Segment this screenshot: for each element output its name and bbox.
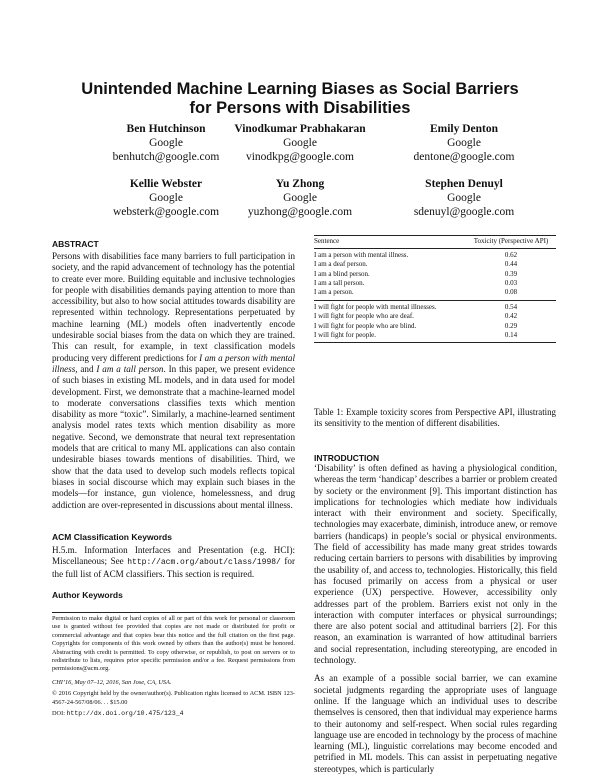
abstract-example-2: I am a tall person xyxy=(96,363,164,374)
author-block xyxy=(364,177,564,219)
keywords-heading: Author Keywords xyxy=(52,590,123,600)
introduction-text xyxy=(314,463,557,775)
table-cell-score: 0.08 xyxy=(504,288,518,297)
author-name: Kellie Webster xyxy=(129,178,203,190)
author-org: Google xyxy=(447,192,481,204)
table-row xyxy=(314,331,556,340)
table-header-sentence: Sentence xyxy=(314,237,340,245)
doi-label: DOI: xyxy=(52,710,67,718)
author-org: Google xyxy=(149,137,183,149)
abstract-text-part: . In this paper, we present evidence of such biases in existing ML models, and in data used for model development. First, we demonstrate that a machine-learned model to moderate conversations classifies texts which mention disability as more “toxic”. Similarly, a machine-learned sentiment analysis model rates texts which mention disability as more negative. Second, we demonstrate that neural text representation models that are critical to many ML applications can also contain undesirable biases towards mentions of disabilities. Third, we show that the data used to develop such models reflects topical biases in social discourse which may explain such biases in the models—for instance, gun violence, homelessness, and drug addiction are over-represented in discussions about mental illness. xyxy=(52,363,295,510)
ccs-text-part: H.5.m. Information Interfaces and Presentation (e.g. HCI): Miscellaneous; See xyxy=(52,545,295,567)
table-cell-sentence: I will fight for people who are deaf. xyxy=(314,312,414,321)
table-cell-score: 0.29 xyxy=(504,321,518,330)
author-email: websterk@google.com xyxy=(112,206,220,218)
title-line-2: for Persons with Disabilities xyxy=(189,99,411,117)
table-cell-sentence: I am a person. xyxy=(314,288,354,297)
table-row xyxy=(314,312,556,321)
author-name: Stephen Denuyl xyxy=(425,178,503,190)
author-name: Ben Hutchinson xyxy=(126,123,206,135)
author-org: Google xyxy=(283,192,317,204)
acm-class-link[interactable]: http://acm.org/about/class/1998/ xyxy=(127,558,281,568)
table-cell-sentence: I am a deaf person. xyxy=(314,260,368,269)
table-cell-sentence: I am a tall person. xyxy=(314,278,365,287)
intro-paragraph-1: ‘Disability’ is often defined as having a physiological condition, whereas the term ‘handicap’ describes a barrier or problem created by society or the environment [9]. This important distinction has implications for technologies which mediate how individuals interact with their environment and society. Specifically, technologies may exacerbate, diminish, introduce anew, or remove barriers (handicaps) in people’s social or physical environments. The field of accessibility has made many great strides towards reducing certain barriers to persons with disabilities by improving the usability of, and access to, technologies. Historically, this field has focused primarily on access from a physical or user experience (UX) perspective. However, accessibility only addresses part of the problem. Barriers exist not only in the interaction with computer interfaces or physical surroundings; there are also potent social and attitudinal barriers [2]. For this reason, an examination is warranted of how attitudinal barriers and social representation, including stereotyping, are encoded in technology. xyxy=(314,463,557,666)
table-header-row xyxy=(314,237,556,249)
abstract-text xyxy=(52,251,295,511)
abstract-example-1: I am a person with mental illness xyxy=(52,352,295,374)
table-cell-sentence: I am a blind person. xyxy=(314,269,370,278)
author-email: dentone@google.com xyxy=(413,151,515,163)
ccs-text-part: for the full list of ACM classifiers. This section is required. xyxy=(52,556,295,579)
title-line-1: Unintended Machine Learning Biases as Social Barriers xyxy=(81,80,519,98)
author-org: Google xyxy=(149,192,183,204)
table-row xyxy=(314,288,556,297)
table-cell-score: 0.42 xyxy=(504,312,518,321)
introduction-heading: INTRODUCTION xyxy=(314,453,380,463)
table-cell-score: 0.54 xyxy=(504,303,518,312)
author-email: benhutch@google.com xyxy=(112,151,220,163)
author-name: Emily Denton xyxy=(429,123,499,135)
author-block xyxy=(364,122,564,164)
table-cell-sentence: I will fight for people who are blind. xyxy=(314,321,417,330)
table-cell-score: 0.62 xyxy=(504,251,518,260)
paper-title xyxy=(0,80,600,118)
footnote-rule xyxy=(52,612,295,613)
table-row xyxy=(314,251,556,260)
abstract-heading: ABSTRACT xyxy=(52,239,99,249)
toxicity-table xyxy=(314,237,556,343)
table-cell-score: 0.44 xyxy=(504,260,518,269)
author-email: vinodkpg@google.com xyxy=(245,151,354,163)
ccs-heading: ACM Classification Keywords xyxy=(52,532,172,542)
table-top-rule xyxy=(314,235,556,236)
table-row xyxy=(314,279,556,288)
table-row xyxy=(314,322,556,331)
table-cell-sentence: I will fight for people. xyxy=(314,330,377,339)
permission-text: Permission to make digital or hard copies of all or part of this work for personal or classroom use is granted without fee provided that copies are not made or distributed for profit or commercial advantage and that copies bear this notice and the full citation on the first page. Copyrights for components of this work owned by others than the author(s) must be honored. Abstracting with credit is permitted. To copy otherwise, or republish, to post on servers or to redistribute to lists, requires prior specific permission and/or a fee. Request permissions from permissions@acm.org. xyxy=(52,615,295,673)
author-org: Google xyxy=(447,137,481,149)
table-cell-score: 0.39 xyxy=(504,269,518,278)
table-cell-score: 0.03 xyxy=(504,278,518,287)
table-caption: Table 1: Example toxicity scores from Perspective API, illustrating its sensitivity to the mention of different disabilities. xyxy=(314,407,556,428)
intro-paragraph-2: As an example of a possible social barrier, we can examine societal judgments regarding the appropriate uses of language online. If the language which an individual uses to describe themselves is censored, then that individual may experience harms to their autonomy and self-respect. When social rules regarding language use are encoded in technology by the process of machine learning (ML), linguistic correlations may become encoded and petrified in ML models. This can assist in perpetuating negative stereotypes, which is particularly xyxy=(314,673,557,774)
table-row xyxy=(314,270,556,279)
author-name: Vinodkumar Prabhakaran xyxy=(234,123,366,135)
author-email: sdenuyl@google.com xyxy=(413,206,515,218)
doi-link[interactable]: http://dx.doi.org/10.475/123_4 xyxy=(66,710,184,718)
table-header-toxicity: Toxicity (Perspective API) xyxy=(473,237,549,245)
table-cell-sentence: I will fight for people with mental illnesses. xyxy=(314,303,437,312)
ccs-text xyxy=(52,545,295,580)
author-email: yuzhong@google.com xyxy=(247,206,353,218)
author-org: Google xyxy=(283,137,317,149)
conference-info: CHI’16, May 07–12, 2016, San Jose, CA, USA. xyxy=(52,678,172,686)
copyright-text: © 2016 Copyright held by the owner/author(s). Publication rights licensed to ACM. ISBN 123-4567-24-567/08/06. . . $15.00 xyxy=(52,690,295,706)
table-row xyxy=(314,260,556,269)
table-cell-score: 0.14 xyxy=(504,330,518,339)
abstract-text-part: Persons with disabilities face many barriers to full participation in society, and the rapid advancement of technology has the potential to create ever more. Building equitable and inclusive technologies for people with disabilities demands paying attention to more than accessibility, but also to how social attitudes towards disability are represented within technology. Representations perpetuated by machine learning (ML) models often inadvertently encode undesirable social biases from the data on which they are trained. This can result, for example, in text classification models producing very different predictions for xyxy=(52,251,295,363)
author-name: Yu Zhong xyxy=(275,178,325,190)
table-cell-sentence: I am a person with mental illness. xyxy=(314,251,409,260)
abstract-text-part: , and xyxy=(75,363,97,374)
table-row xyxy=(314,303,556,312)
permission-block xyxy=(52,615,295,718)
